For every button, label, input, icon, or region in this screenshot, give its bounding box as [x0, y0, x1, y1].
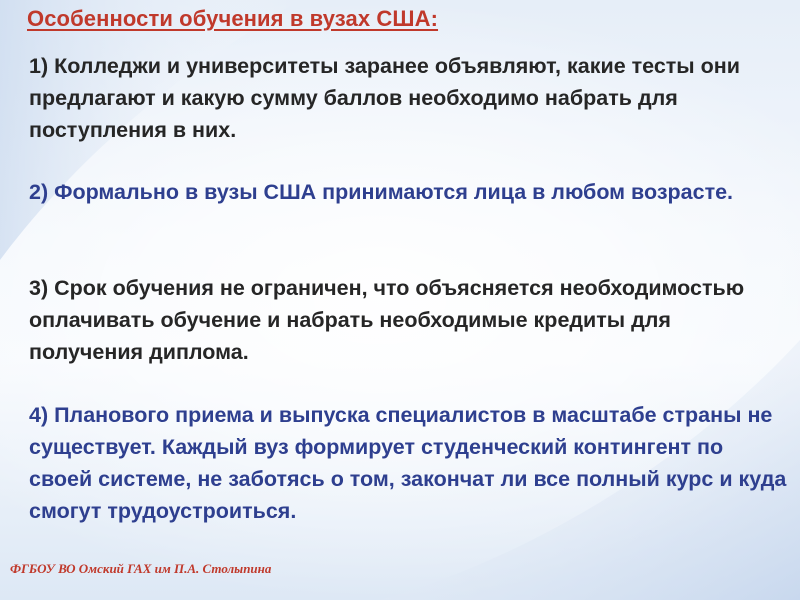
paragraph-2: 2) Формально в вузы США принимаются лица в любом возрасте. [29, 180, 734, 204]
slide-title: Особенности обучения в вузах США: [27, 6, 439, 31]
footer-institution: ФГБОУ ВО Омский ГАХ им П.А. Столыпина [10, 561, 272, 576]
paragraph-3: 3) Срок обучения не ограничен, что объясняется необходимостью оплачивать обучение и набрать необходимые кредиты для получения диплома. [29, 276, 745, 364]
paragraph-4: 4) Планового приема и выпуска специалистов в масштабе страны не существует. Каждый вуз формирует студенческий контингент по своей системе, не заботясь о том, закончат ли все полный курс и куда смогут трудоустроиться. [29, 403, 787, 523]
paragraph-1: 1) Колледжи и университеты заранее объявляют, какие тесты они предлагают и какую сумму баллов необходимо набрать для поступления в них. [29, 54, 740, 142]
